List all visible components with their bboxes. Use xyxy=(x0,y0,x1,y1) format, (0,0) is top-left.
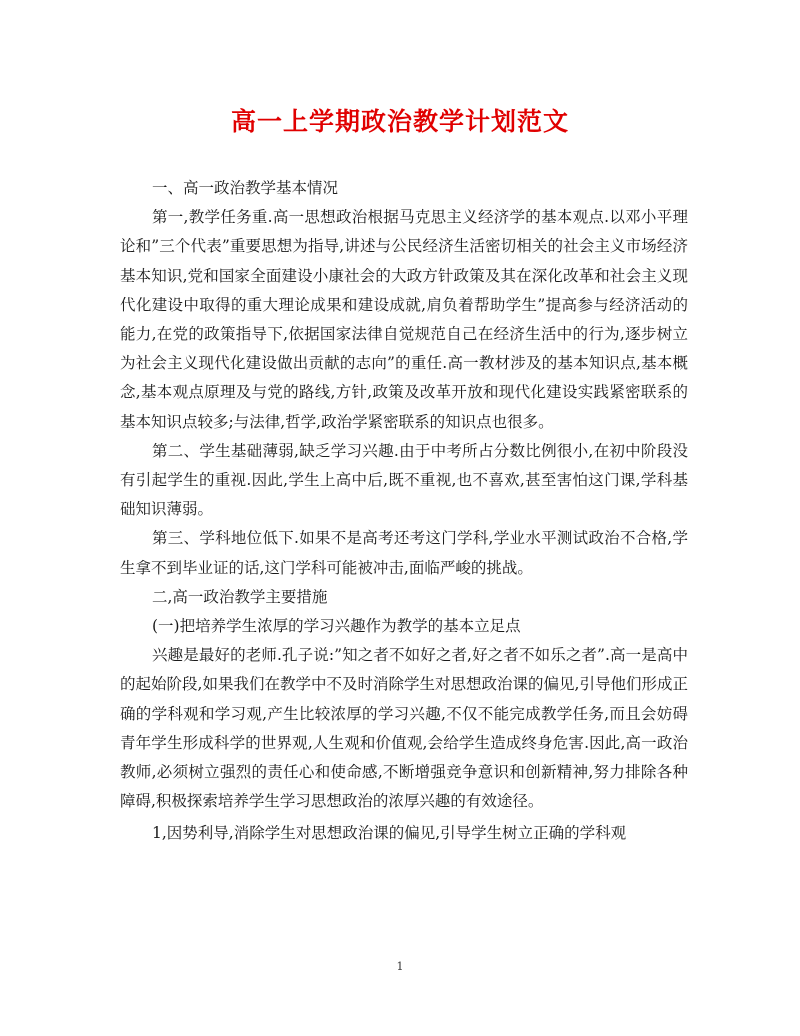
section-heading-1: 一、高一政治教学基本情况 xyxy=(152,179,339,197)
document-title: 高一上学期政治教学计划范文 xyxy=(230,107,569,136)
document-body xyxy=(120,174,688,849)
paragraph-task: 第一,教学任务重.高一思想政治根据马克思主义经济学的基本观点.以邓小平理论和”三个代表”重要思想为指导,讲述与公民经济生活密切相关的社会主义市场经济基本知识,党和国家全面建设小康社会的大政方针政策及其在深化改革和社会主义现代化建设中取得的重大理论成果和建设成就,肩负着帮助学生”提高参与经济活动的能力,在党的政策指导下,依据国家法律自觉规范自己在经济生活中的行为,逐步树立为社会主义现代化建设做出贡献的志向”的重任.高一教材涉及的基本知识点,基本概念,基本观点原理及与党的路线,方针,政策及改革开放和现代化建设实践紧密联系的基本知识点较多;与法律,哲学,政治学紧密联系的知识点也很多。 xyxy=(120,208,688,431)
paragraph-interest: 兴趣是最好的老师.孔子说:”知之者不如好之者,好之者不如乐之者”.高一是高中的起始阶段,如果我们在教学中不及时消除学生对思想政治课的偏见,引导他们形成正确的学科观和学习观,产生比较浓厚的学习兴趣,不仅不能完成教学任务,而且会妨碍青年学生形成科学的世界观,人生观和价值观,会给学生造成终身危害.因此,高一政治教师,必须树立强烈的责任心和使命感,不断增强竞争意识和创新精神,努力排除各种障碍,积极探索培养学生学习思想政治的浓厚兴趣的有效途径。 xyxy=(120,646,688,811)
section-heading-2: 二,高一政治教学主要措施 xyxy=(152,587,328,606)
paragraph-students: 第二、学生基础薄弱,缺乏学习兴趣.由于中考所占分数比例很小,在初中阶段没有引起学生的重视.因此,学生上高中后,既不重视,也不喜欢,甚至害怕这门课,学科基础知识薄弱。 xyxy=(120,441,688,519)
page-number: 1 xyxy=(396,960,404,973)
paragraph-status: 第三、学科地位低下.如果不是高考还考这门学科,学业水平测试政治不合格,学生拿不到毕业证的话,这门学科可能被冲击,面临严峻的挑战。 xyxy=(120,529,688,577)
list-item-1: 1,因势利导,消除学生对思想政治课的偏见,引导学生树立正确的学科观 xyxy=(152,824,627,843)
subsection-heading-1: (一)把培养学生浓厚的学习兴趣作为教学的基本立足点 xyxy=(152,617,521,636)
